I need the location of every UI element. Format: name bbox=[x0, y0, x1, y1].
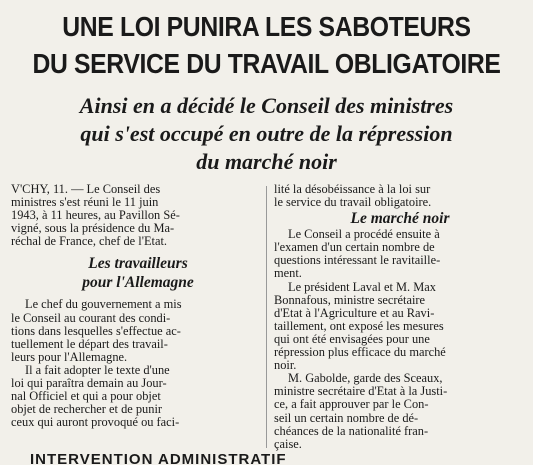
intro-line: V'CHY, 11. — Le Conseil des bbox=[11, 183, 161, 196]
paragraph-line: chéances de la nationalité fran- bbox=[274, 424, 429, 438]
paragraph-line: Le Conseil a procédé ensuite à bbox=[288, 228, 440, 242]
paragraph-line: lité la désobéissance à la loi sur bbox=[274, 183, 431, 196]
paragraph-line: le service du travail obligatoire. bbox=[274, 196, 432, 210]
intro-line: réchal de France, chef de l'Etat. bbox=[11, 235, 167, 249]
paragraph-line: ce, a fait approuver par le Con- bbox=[274, 398, 429, 412]
paragraph-line: Le chef du gouvernement a mis bbox=[25, 298, 182, 312]
paragraph-line: nal Officiel et qui a pour objet bbox=[11, 390, 161, 404]
paragraph-line: Le président Laval et M. Max bbox=[288, 280, 436, 294]
section-title-travailleurs-1: Les travailleurs bbox=[88, 255, 188, 273]
column-divider bbox=[266, 186, 267, 448]
paragraph-line: ministre secrétaire d'Etat à la Justi- bbox=[274, 385, 448, 399]
section-title-travailleurs-2: pour l'Allemagne bbox=[82, 274, 194, 292]
paragraph-line: ceux qui auront provoqué ou faci- bbox=[11, 416, 180, 430]
paragraph-line: objet de rechercher et de punir bbox=[11, 403, 163, 417]
paragraph-line: l'examen d'un certain nombre de bbox=[274, 241, 435, 255]
subheadline-line-3: du marché noir bbox=[196, 149, 337, 174]
left-column bbox=[11, 183, 265, 429]
paragraph-line: qui ont été envisagées pour une bbox=[274, 332, 430, 346]
paragraph-line: tions dans lesquelles s'effectue ac- bbox=[11, 324, 181, 338]
paragraph-line: noir. bbox=[274, 359, 297, 373]
paragraph-line: M. Gabolde, garde des Sceaux, bbox=[288, 372, 443, 386]
paragraph-line: taillement, ont exposé les mesures bbox=[274, 319, 444, 333]
section-title-marche-noir: Le marché noir bbox=[350, 210, 450, 228]
paragraph-line: Il a fait adopter le texte d'une bbox=[25, 363, 170, 377]
right-column bbox=[274, 183, 526, 451]
headline-line-2: DU SERVICE DU TRAVAIL OBLIGATOIRE bbox=[32, 48, 501, 79]
paragraph-line: le Conseil au courant des condi- bbox=[11, 311, 171, 325]
paragraph-line: Bonnafous, ministre secrétaire bbox=[274, 293, 426, 307]
headline-line-1: UNE LOI PUNIRA LES SABOTEURS bbox=[62, 11, 471, 42]
paragraph-line: répression plus efficace du marché bbox=[274, 346, 446, 360]
paragraph-line: ment. bbox=[274, 267, 302, 281]
paragraph-line: loi qui paraîtra demain au Jour- bbox=[11, 377, 167, 391]
intro-line: vigné, sous la présidence du Ma- bbox=[11, 222, 175, 236]
intro-line: ministres s'est réuni le 11 juin bbox=[11, 196, 159, 210]
paragraph-line: d'Etat à l'Agriculture et au Ravi- bbox=[274, 306, 435, 320]
paragraph-line: tuellement le départ des travail- bbox=[11, 337, 168, 351]
subheadline-line-2: qui s'est occupé en outre de la répression bbox=[80, 121, 453, 146]
paragraph-line: seil un certain nombre de dé- bbox=[274, 411, 419, 425]
next-article-headline-cut: INTERVENTION ADMINISTRATIF bbox=[30, 451, 287, 465]
paragraph-line: leurs pour l'Allemagne. bbox=[11, 350, 128, 364]
paragraph-line: çaise. bbox=[274, 437, 302, 451]
intro-line: 1943, à 11 heures, au Pavillon Sé- bbox=[11, 209, 180, 223]
paragraph-line: questions intéressant le ravitaille- bbox=[274, 254, 441, 268]
subheadline-line-1: Ainsi en a décidé le Conseil des ministres bbox=[79, 93, 454, 118]
